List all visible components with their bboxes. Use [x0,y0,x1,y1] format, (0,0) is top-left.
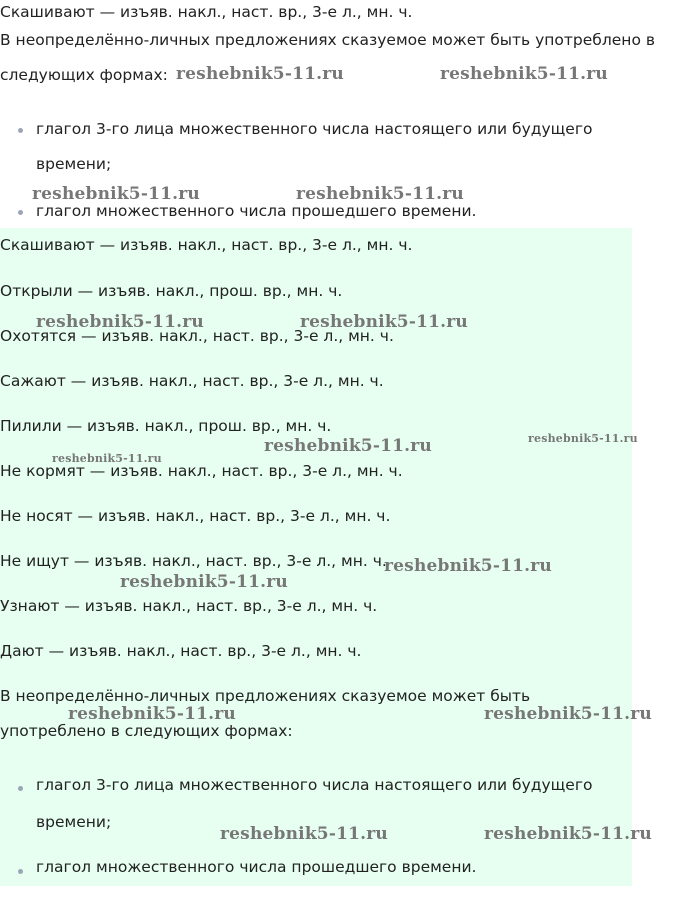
watermark-text: reshebnik5-11.ru [296,184,464,204]
watermark-text: reshebnik5-11.ru [484,704,652,724]
list-item-line: глагол 3-го лица множественного числа настоящего или будущего [36,120,593,138]
answer-line: Сажают — изъяв. накл., наст. вр., 3-е л., мн. ч. [0,372,384,390]
summary-line-2: употреблено в следующих формах: [0,722,293,740]
answer-line: Не ищут — изъяв. накл., наст. вр., 3-е л., мн. ч. [0,552,387,570]
watermark-text: reshebnik5-11.ru [300,312,468,332]
watermark-text: reshebnik5-11.ru [32,184,200,204]
watermark-text: reshebnik5-11.ru [264,436,432,456]
bullet-icon [18,869,23,874]
answer-line: Не кормят — изъяв. накл., наст. вр., 3-е л., мн. ч. [0,462,403,480]
watermark-text: reshebnik5-11.ru [384,556,552,576]
answer-line: Дают — изъяв. накл., наст. вр., 3-е л., мн. ч. [0,642,362,660]
answer-line: Пилили — изъяв. накл., прош. вр., мн. ч. [0,417,332,435]
summary-line-1: В неопределённо-личных предложениях сказуемое может быть [0,687,531,705]
answer-line: Скашивают — изъяв. накл., наст. вр., 3-е л., мн. ч. [0,236,413,254]
watermark-text: reshebnik5-11.ru [528,432,638,445]
intro-line-1: В неопределённо-личных предложениях сказуемое может быть употреблено в [0,31,655,49]
list-item-line: глагол множественного числа прошедшего времени. [36,858,477,876]
list-item-line: глагол множественного числа прошедшего времени. [36,202,477,220]
watermark-text: reshebnik5-11.ru [484,824,652,844]
bullet-icon [18,786,23,791]
list-item-line: времени; [36,813,112,831]
bullet-icon [18,210,23,215]
watermark-text: reshebnik5-11.ru [440,64,608,84]
watermark-text: reshebnik5-11.ru [68,704,236,724]
watermark-text: reshebnik5-11.ru [52,452,162,465]
list-item-line: времени; [36,155,112,173]
answer-line: Не носят — изъяв. накл., наст. вр., 3-е л., мн. ч. [0,507,391,525]
cut-off-line: Скашивают — изъяв. накл., наст. вр., 3-е л., мн. ч. [0,3,413,20]
watermark-text: reshebnik5-11.ru [120,572,288,592]
intro-line-2: следующих формах: [0,66,168,84]
watermark-text: reshebnik5-11.ru [176,64,344,84]
watermark-text: reshebnik5-11.ru [36,312,204,332]
list-item-line: глагол 3-го лица множественного числа настоящего или будущего [36,776,593,794]
answer-line: Охотятся — изъяв. накл., наст. вр., 3-е л., мн. ч. [0,327,394,345]
watermark-text: reshebnik5-11.ru [220,824,388,844]
bullet-icon [18,128,23,133]
answer-line: Узнают — изъяв. накл., наст. вр., 3-е л., мн. ч. [0,597,378,615]
answer-line: Открыли — изъяв. накл., прош. вр., мн. ч. [0,282,343,300]
